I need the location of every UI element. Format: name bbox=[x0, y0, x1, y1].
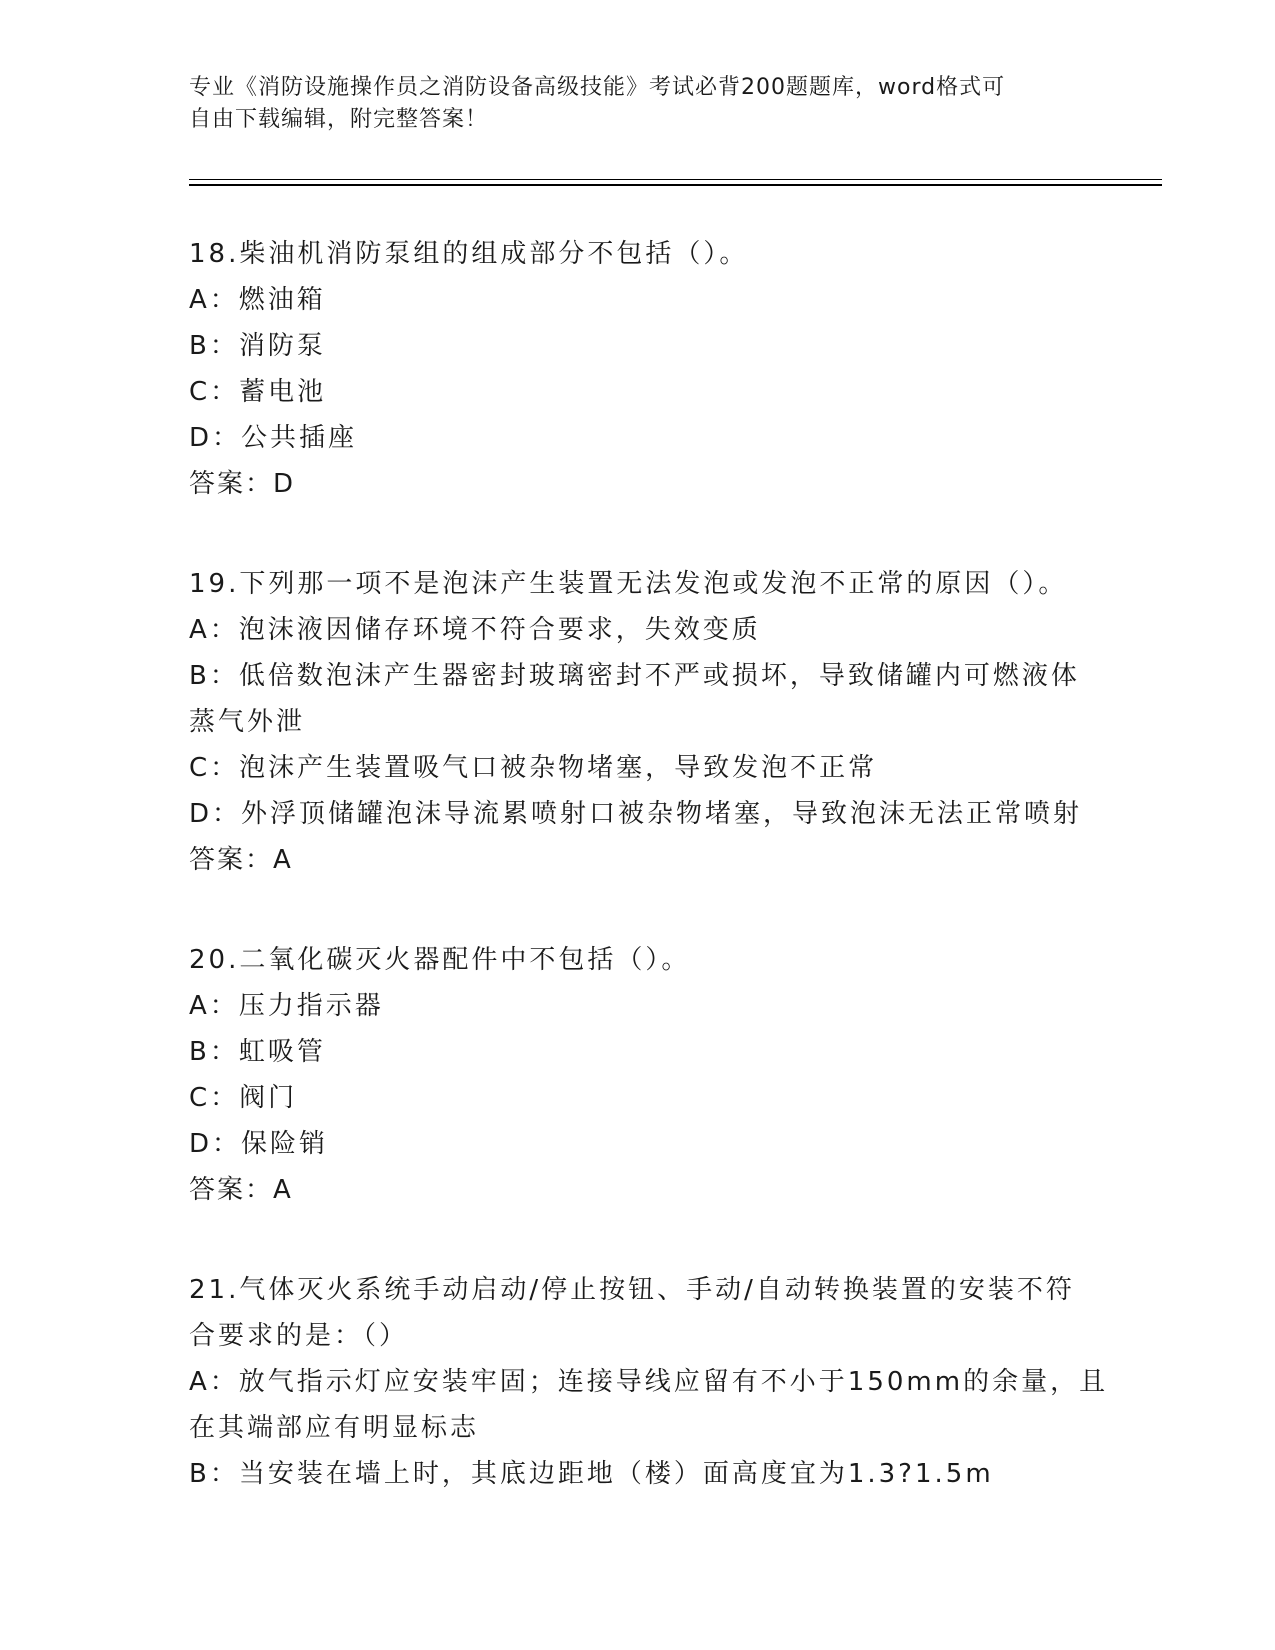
answer-label: 答案：D bbox=[189, 469, 296, 499]
question-19 bbox=[189, 561, 1089, 883]
question-stem: 19.下列那一项不是泡沫产生装置无法发泡或发泡不正常的原因（）。 bbox=[189, 569, 1068, 599]
option-b: B：当安装在墙上时，其底边距地（楼）面高度宜为1.3?1.5m bbox=[189, 1459, 994, 1489]
question-21 bbox=[189, 1267, 1109, 1497]
question-stem-continued: 合要求的是：（） bbox=[189, 1321, 409, 1351]
question-stem: 20.二氧化碳灭火器配件中不包括（）。 bbox=[189, 945, 691, 975]
option-a: A：放气指示灯应安装牢固；连接导线应留有不小于150mm的余量，且 bbox=[189, 1367, 1109, 1397]
option-d: D：公共插座 bbox=[189, 423, 358, 453]
option-b: B：虹吸管 bbox=[189, 1037, 326, 1067]
document-header bbox=[189, 72, 1069, 136]
question-18 bbox=[189, 231, 1089, 507]
header-line-2: 自由下载编辑，附完整答案！ bbox=[189, 107, 489, 132]
option-b: B：低倍数泡沫产生器密封玻璃密封不严或损坏，导致储罐内可燃液体 bbox=[189, 661, 1080, 691]
header-divider-thin bbox=[189, 179, 1162, 180]
question-20 bbox=[189, 937, 1089, 1213]
option-a-continued: 在其端部应有明显标志 bbox=[189, 1413, 480, 1443]
question-list bbox=[189, 231, 1109, 1551]
question-stem: 18.柴油机消防泵组的组成部分不包括（）。 bbox=[189, 239, 749, 269]
option-a: A：燃油箱 bbox=[189, 285, 326, 315]
option-c: C：蓄电池 bbox=[189, 377, 327, 407]
answer-label: 答案：A bbox=[189, 1175, 293, 1205]
question-stem: 21.气体灭火系统手动启动/停止按钮、手动/自动转换装置的安装不符 bbox=[189, 1275, 1075, 1305]
option-b: B：消防泵 bbox=[189, 331, 326, 361]
option-a: A：泡沫液因储存环境不符合要求，失效变质 bbox=[189, 615, 761, 645]
option-d: D：外浮顶储罐泡沫导流累喷射口被杂物堵塞，导致泡沫无法正常喷射 bbox=[189, 799, 1083, 829]
option-b-continued: 蒸气外泄 bbox=[189, 707, 306, 737]
option-c: C：阀门 bbox=[189, 1083, 298, 1113]
option-c: C：泡沫产生装置吸气口被杂物堵塞，导致发泡不正常 bbox=[189, 753, 878, 783]
answer-label: 答案：A bbox=[189, 845, 293, 875]
header-line-1: 专业《消防设施操作员之消防设备高级技能》考试必背200题题库，word格式可 bbox=[189, 75, 1006, 100]
option-a: A：压力指示器 bbox=[189, 991, 384, 1021]
option-d: D：保险销 bbox=[189, 1129, 329, 1159]
header-divider-thick bbox=[189, 184, 1162, 186]
